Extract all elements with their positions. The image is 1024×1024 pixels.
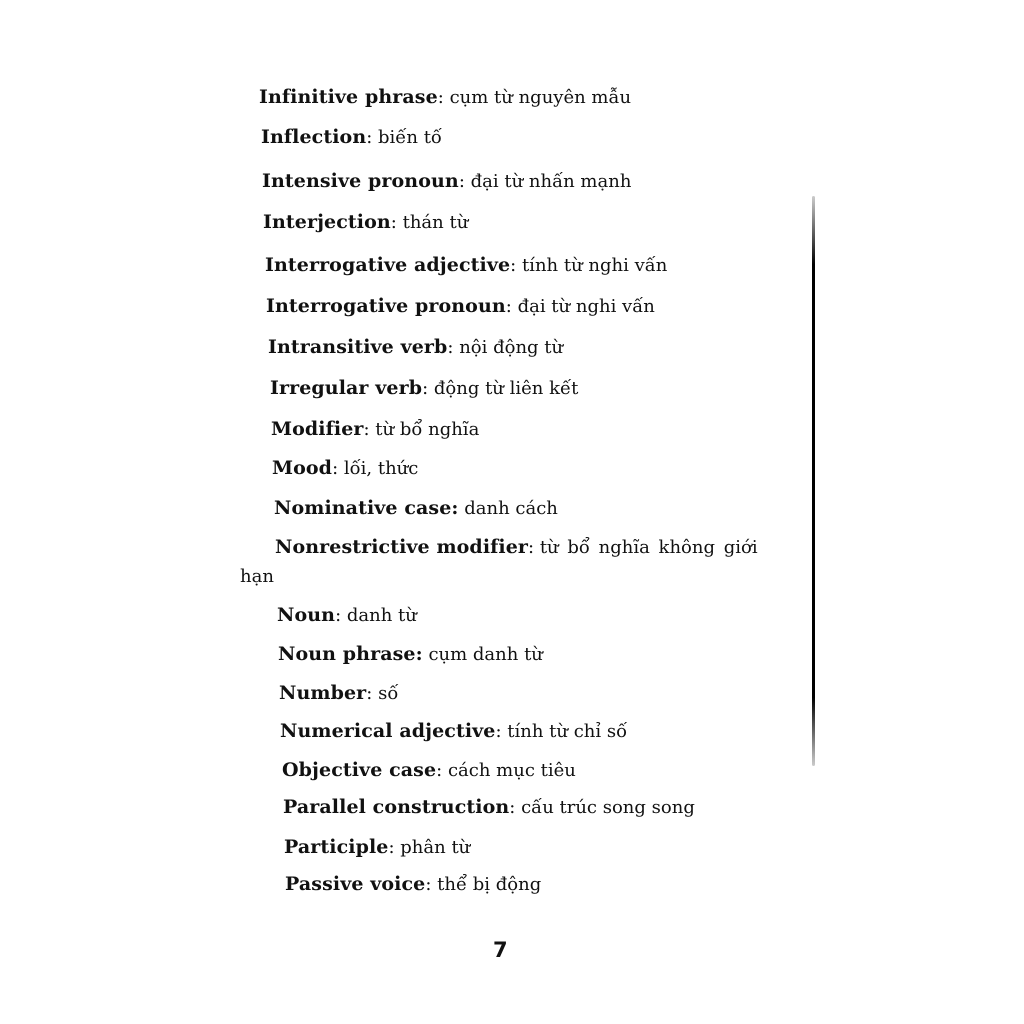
entry-term: Parallel construction — [283, 796, 510, 818]
entry-term: Inflection — [261, 126, 367, 148]
entry-term: Objective case — [282, 759, 437, 781]
entry-definition: tính từ nghi vấn — [521, 255, 668, 276]
entry-definition: nội động từ — [459, 337, 564, 358]
glossary-entry — [272, 457, 418, 480]
entry-term: Noun phrase: — [278, 643, 423, 665]
entry-term: Modifier — [271, 418, 364, 440]
entry-separator: : — [363, 419, 376, 440]
entry-definition: tính từ chỉ số — [507, 721, 628, 742]
glossary-entry — [274, 497, 558, 520]
glossary-entry — [263, 211, 468, 234]
page-edge-rule — [812, 196, 815, 766]
entry-separator: : — [505, 296, 518, 317]
entry-separator: : — [495, 721, 508, 742]
entry-term: Interrogative adjective — [265, 254, 511, 276]
entry-definition: từ bổ nghĩa — [375, 419, 480, 440]
glossary-entry — [270, 377, 578, 400]
glossary-entry — [280, 720, 627, 743]
entry-definition: đại từ nghi vấn — [517, 296, 655, 317]
entry-separator: : — [366, 683, 379, 704]
entry-term: Numerical adjective — [280, 720, 496, 742]
entry-definition: lối, thức — [343, 458, 419, 479]
entry-term: Interjection — [263, 211, 391, 233]
entry-separator: : — [332, 458, 344, 479]
glossary-entry — [277, 604, 417, 627]
entry-separator: : — [366, 127, 379, 148]
entry-definition: cụm danh từ — [428, 644, 543, 665]
entry-term: Passive voice — [285, 873, 426, 895]
entry-definition: cách mục tiêu — [447, 760, 576, 781]
entry-separator: : — [458, 171, 471, 192]
entry-definition: cụm từ nguyên mẫu — [449, 87, 632, 108]
entry-separator: : — [390, 212, 403, 233]
entry-term: Intensive pronoun — [262, 170, 459, 192]
entry-definition: danh cách — [464, 498, 558, 519]
glossary-entry — [285, 873, 541, 896]
entry-term: Interrogative pronoun — [266, 295, 506, 317]
entry-term: Mood — [272, 457, 333, 479]
glossary-entry — [278, 643, 543, 666]
entry-separator: : — [510, 255, 522, 276]
entry-separator: : — [422, 378, 434, 399]
glossary-entry — [262, 170, 631, 193]
glossary-entry — [275, 536, 758, 559]
entry-term: Infinitive phrase — [259, 86, 438, 108]
entry-separator: : — [447, 337, 460, 358]
entry-definition: biến tố — [378, 127, 442, 148]
entry-separator: : — [528, 537, 540, 558]
glossary-entry — [279, 682, 398, 705]
entry-definition: cấu trúc song song — [521, 797, 695, 818]
glossary-entry — [261, 126, 442, 149]
entry-term: Nonrestrictive modifier — [275, 536, 529, 558]
entry-definition: thán từ — [402, 212, 469, 233]
glossary-entry — [259, 86, 631, 109]
entry-term: Number — [279, 682, 367, 704]
glossary-entry — [266, 295, 655, 318]
page-number: 7 — [493, 938, 508, 962]
entry-separator: : — [509, 797, 522, 818]
entry-term: Participle — [284, 836, 389, 858]
entry-definition: đại từ nhấn mạnh — [470, 171, 632, 192]
entry-definition: động từ liên kết — [433, 378, 579, 399]
glossary-entry — [284, 836, 470, 859]
entry-term: Irregular verb — [270, 377, 423, 399]
glossary-entry — [265, 254, 667, 277]
entry-term: Nominative case: — [274, 497, 459, 519]
entry-continuation: hạn — [240, 566, 274, 587]
entry-definition: từ bổ nghĩa không giới — [539, 537, 758, 558]
glossary-entry — [268, 336, 563, 359]
entry-definition: thể bị động — [437, 874, 542, 895]
entry-definition: danh từ — [346, 605, 417, 626]
entry-definition: số — [378, 683, 399, 704]
entry-separator: : — [425, 874, 438, 895]
entry-separator: : — [436, 760, 448, 781]
glossary-entry — [283, 796, 695, 819]
entry-separator: : — [437, 87, 450, 108]
entry-term: Noun — [277, 604, 336, 626]
entry-definition: phân từ — [400, 837, 471, 858]
entry-separator: : — [335, 605, 347, 626]
glossary-entry — [271, 418, 479, 441]
glossary-entry — [282, 759, 576, 782]
entry-term: Intransitive verb — [268, 336, 448, 358]
entry-separator: : — [388, 837, 401, 858]
